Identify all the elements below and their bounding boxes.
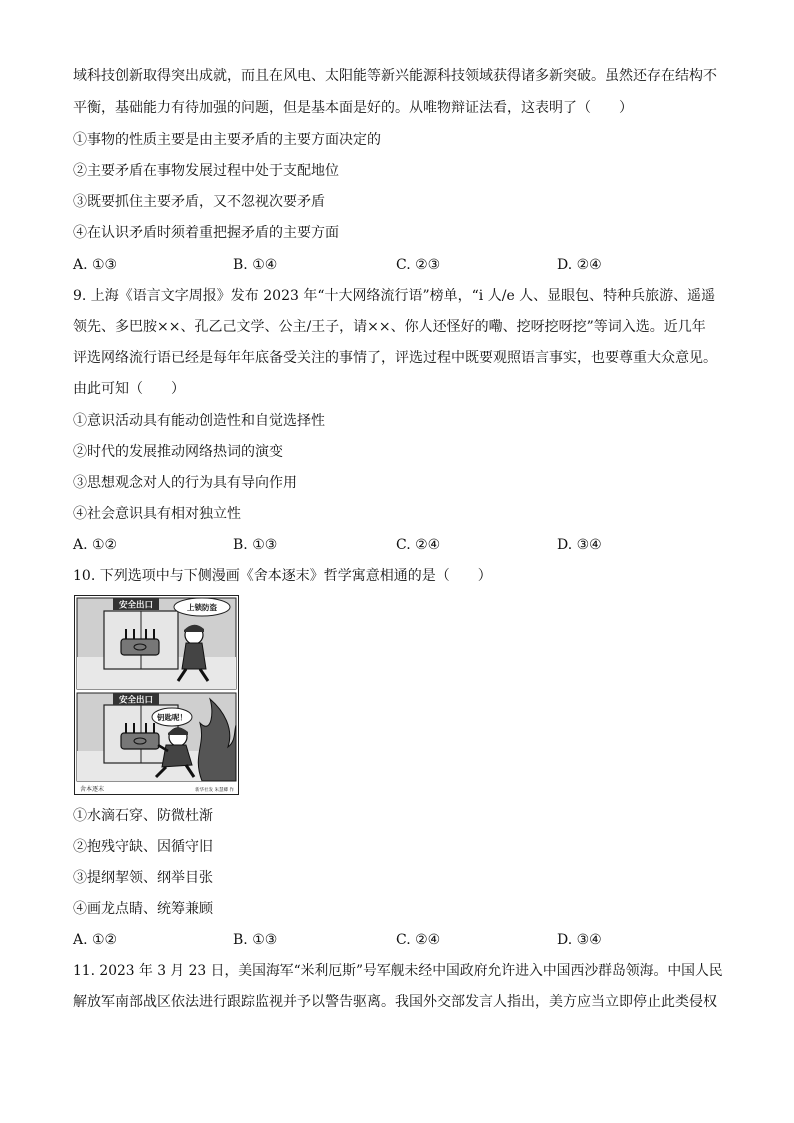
q8-option-b[interactable]: B. ①④ — [233, 257, 278, 273]
q8-item-2: ②主要矛盾在事物发展过程中处于支配地位 — [73, 163, 339, 179]
comic-caption-title: 舍本逐末 — [80, 786, 105, 793]
panel1-speech-bubble: 上锁防盗 — [187, 603, 217, 612]
q9-stem-line-4: 由此可知（ ） — [73, 381, 185, 397]
q8-item-4: ④在认识矛盾时须着重把握矛盾的主要方面 — [73, 225, 339, 241]
comic-panel-2 — [77, 693, 236, 781]
q8-stem-line-2: 平衡，基础能力有待加强的问题，但是基本面是好的。从唯物辩证法看，这表明了（ ） — [73, 100, 633, 116]
q8-options — [73, 255, 723, 275]
q8-option-a[interactable]: A. ①③ — [73, 257, 118, 273]
panel1-exit-sign: 安全出口 — [118, 600, 154, 611]
q10-option-d[interactable]: D. ③④ — [557, 932, 602, 948]
q9-item-2: ②时代的发展推动网络热词的演变 — [73, 444, 283, 460]
q10-item-4: ④画龙点睛、统筹兼顾 — [73, 901, 213, 917]
q9-option-c[interactable]: C. ②④ — [396, 537, 441, 553]
q9-item-4: ④社会意识具有相对独立性 — [73, 506, 241, 522]
q8-item-1: ①事物的性质主要是由主要矛盾的主要方面决定的 — [73, 132, 381, 148]
q9-item-1: ①意识活动具有能动创造性和自觉选择性 — [73, 413, 325, 429]
q10-option-c[interactable]: C. ②④ — [396, 932, 441, 948]
q9-item-3: ③思想观念对人的行为具有导向作用 — [73, 475, 297, 491]
q9-option-a[interactable]: A. ①② — [73, 537, 118, 553]
comic-caption-credit: 新华社发 朱慧卿 作 — [195, 788, 234, 793]
padlock-icon — [121, 639, 159, 655]
q9-stem-line-3: 评选网络流行语已经是每年年底备受关注的事情了，评选过程中既要观照语言事实，也要尊重大众意见。 — [73, 350, 717, 366]
q9-options — [73, 535, 723, 555]
q8-stem-line-1: 域科技创新取得突出成就，而且在风电、太阳能等新兴能源科技领域获得诸多新突破。虽然还存在结构不 — [73, 68, 717, 84]
q10-item-1: ①水滴石穿、防微杜渐 — [73, 808, 213, 824]
q8-option-c[interactable]: C. ②③ — [396, 257, 441, 273]
q9-option-d[interactable]: D. ③④ — [557, 537, 602, 553]
q8-item-3: ③既要抓住主要矛盾，又不忽视次要矛盾 — [73, 194, 325, 210]
panel2-speech-bubble: 钥匙呢！ — [157, 713, 187, 722]
panel2-exit-sign: 安全出口 — [118, 695, 154, 706]
q9-stem-line-2: 领先、多巴胺××、孔乙己文学、公主/王子，请××、你人还怪好的嘞、挖呀挖呀挖”等词入选。近几年 — [73, 319, 706, 335]
q8-option-d[interactable]: D. ②④ — [557, 257, 602, 273]
q10-stem: 10. 下列选项中与下侧漫画《舍本逐末》哲学寓意相通的是（ ） — [73, 568, 492, 584]
q10-option-b[interactable]: B. ①③ — [233, 932, 278, 948]
q10-option-a[interactable]: A. ①② — [73, 932, 118, 948]
comic-panel-1 — [77, 598, 236, 689]
comic-she-ben-zhu-mo — [74, 595, 239, 795]
q10-item-2: ②抱残守缺、因循守旧 — [73, 839, 213, 855]
padlock-icon — [121, 733, 159, 749]
q11-stem-line-2: 解放军南部战区依法进行跟踪监视并予以警告驱离。我国外交部发言人指出，美方应当立即停止此类侵权 — [73, 994, 717, 1010]
q9-stem-line-1: 9. 上海《语言文字周报》发布 2023 年“十大网络流行语”榜单，“i 人/e 人、显眼包、特种兵旅游、遥遥 — [73, 288, 716, 304]
q10-item-3: ③提纲挈领、纲举目张 — [73, 870, 213, 886]
q9-option-b[interactable]: B. ①③ — [233, 537, 278, 553]
q11-stem-line-1: 11. 2023 年 3 月 23 日，美国海军“米利厄斯”号军舰未经中国政府允许进入中国西沙群岛领海。中国人民 — [73, 963, 723, 979]
q10-options — [73, 930, 723, 950]
